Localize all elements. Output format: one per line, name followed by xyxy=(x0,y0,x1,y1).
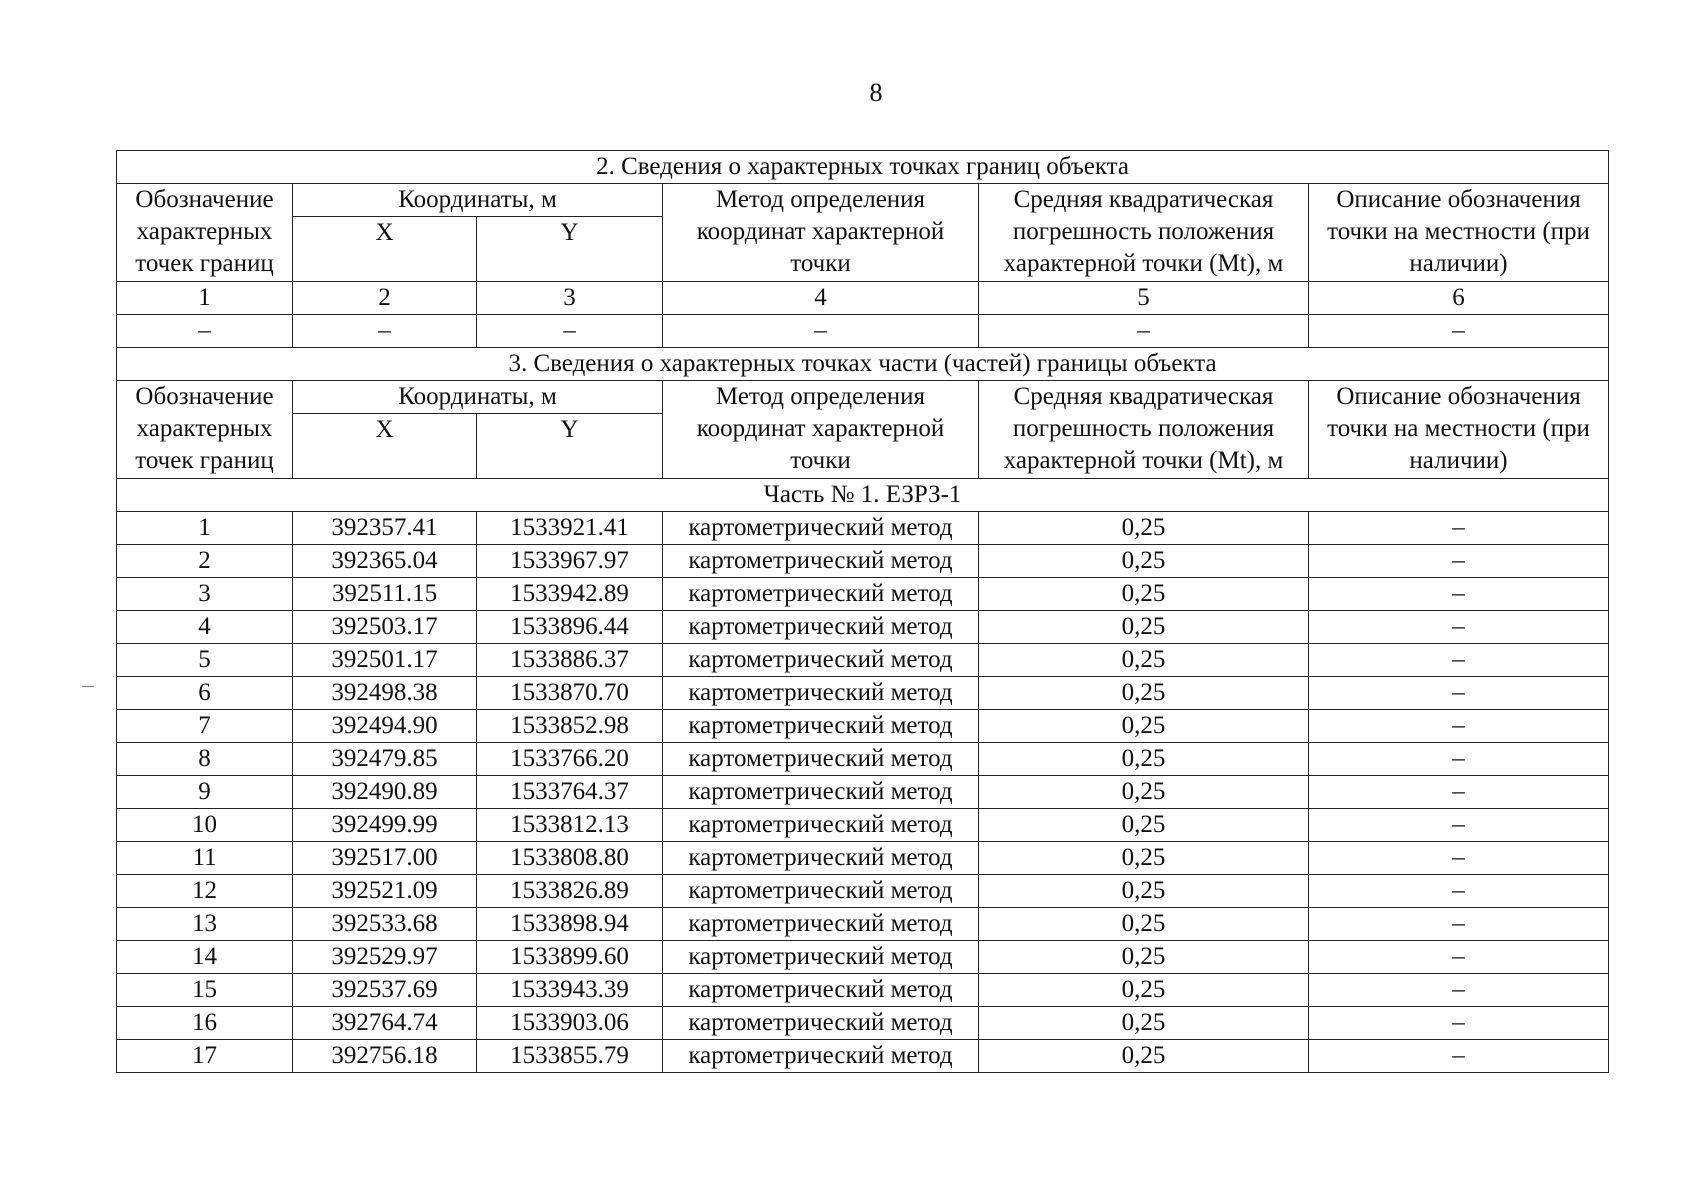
cell-method: картометрический метод xyxy=(663,908,979,941)
cell-point-number: 15 xyxy=(117,974,293,1007)
margin-mark xyxy=(82,686,94,687)
cell-description: – xyxy=(1309,1007,1609,1040)
table-row xyxy=(117,743,1609,776)
cell-coord-y: 1533899.60 xyxy=(477,941,663,974)
cell-point-number: 14 xyxy=(117,941,293,974)
empty-cell: – xyxy=(117,315,293,348)
cell-method: картометрический метод xyxy=(663,941,979,974)
cell-description: – xyxy=(1309,809,1609,842)
cell-method: картометрический метод xyxy=(663,611,979,644)
cell-method: картометрический метод xyxy=(663,677,979,710)
cell-point-number: 8 xyxy=(117,743,293,776)
table-row xyxy=(117,809,1609,842)
cell-coord-y: 1533826.89 xyxy=(477,875,663,908)
cell-method: картометрический метод xyxy=(663,578,979,611)
cell-mt-error: 0,25 xyxy=(979,776,1309,809)
section2-header-description: Описание обозначения точки на местности (при наличии) xyxy=(1309,184,1609,282)
cell-method: картометрический метод xyxy=(663,974,979,1007)
section2-title-row xyxy=(117,151,1609,184)
cell-coord-x: 392479.85 xyxy=(293,743,477,776)
cell-coord-x: 392511.15 xyxy=(293,578,477,611)
cell-point-number: 11 xyxy=(117,842,293,875)
cell-coord-x: 392756.18 xyxy=(293,1040,477,1073)
cell-coord-x: 392490.89 xyxy=(293,776,477,809)
cell-mt-error: 0,25 xyxy=(979,974,1309,1007)
cell-mt-error: 0,25 xyxy=(979,908,1309,941)
column-number: 3 xyxy=(477,282,663,315)
cell-coord-y: 1533943.39 xyxy=(477,974,663,1007)
table-row xyxy=(117,710,1609,743)
cell-coord-x: 392529.97 xyxy=(293,941,477,974)
cell-point-number: 6 xyxy=(117,677,293,710)
section2-header-method: Метод определения координат характерной точки xyxy=(663,184,979,282)
empty-cell: – xyxy=(477,315,663,348)
table-row xyxy=(117,776,1609,809)
empty-cell: – xyxy=(293,315,477,348)
cell-method: картометрический метод xyxy=(663,809,979,842)
part-label: Часть № 1. ЕЗРЗ-1 xyxy=(117,479,1609,512)
cell-mt-error: 0,25 xyxy=(979,743,1309,776)
cell-description: – xyxy=(1309,776,1609,809)
section2-column-numbers-row xyxy=(117,282,1609,315)
column-number: 2 xyxy=(293,282,477,315)
cell-description: – xyxy=(1309,611,1609,644)
cell-coord-x: 392365.04 xyxy=(293,545,477,578)
cell-description: – xyxy=(1309,578,1609,611)
cell-mt-error: 0,25 xyxy=(979,545,1309,578)
cell-method: картометрический метод xyxy=(663,776,979,809)
cell-coord-x: 392357.41 xyxy=(293,512,477,545)
cell-method: картометрический метод xyxy=(663,1040,979,1073)
cell-description: – xyxy=(1309,710,1609,743)
cell-description: – xyxy=(1309,512,1609,545)
cell-method: картометрический метод xyxy=(663,743,979,776)
cell-point-number: 12 xyxy=(117,875,293,908)
cell-mt-error: 0,25 xyxy=(979,512,1309,545)
cell-coord-y: 1533886.37 xyxy=(477,644,663,677)
cell-point-number: 9 xyxy=(117,776,293,809)
section3-title-row xyxy=(117,348,1609,381)
cell-coord-y: 1533764.37 xyxy=(477,776,663,809)
section3-header-coordinates: Координаты, м xyxy=(293,381,663,414)
table-row xyxy=(117,512,1609,545)
cell-method: картометрический метод xyxy=(663,1007,979,1040)
cell-coord-y: 1533870.70 xyxy=(477,677,663,710)
table-row xyxy=(117,1040,1609,1073)
cell-point-number: 13 xyxy=(117,908,293,941)
empty-cell: – xyxy=(979,315,1309,348)
cell-method: картометрический метод xyxy=(663,710,979,743)
section3-header-y: Y xyxy=(477,414,663,479)
empty-cell: – xyxy=(1309,315,1609,348)
cell-coord-x: 392503.17 xyxy=(293,611,477,644)
section2-title: 2. Сведения о характерных точках границ объекта xyxy=(117,151,1609,184)
cell-coord-x: 392501.17 xyxy=(293,644,477,677)
cell-mt-error: 0,25 xyxy=(979,875,1309,908)
cell-coord-x: 392533.68 xyxy=(293,908,477,941)
cell-mt-error: 0,25 xyxy=(979,677,1309,710)
cell-description: – xyxy=(1309,908,1609,941)
cell-mt-error: 0,25 xyxy=(979,1007,1309,1040)
cell-coord-x: 392517.00 xyxy=(293,842,477,875)
table-row xyxy=(117,875,1609,908)
cell-coord-y: 1533812.13 xyxy=(477,809,663,842)
cell-mt-error: 0,25 xyxy=(979,809,1309,842)
cell-method: картометрический метод xyxy=(663,512,979,545)
cell-coord-x: 392498.38 xyxy=(293,677,477,710)
section3-header-x: X xyxy=(293,414,477,479)
cell-description: – xyxy=(1309,644,1609,677)
cell-method: картометрический метод xyxy=(663,545,979,578)
cell-point-number: 5 xyxy=(117,644,293,677)
cell-coord-y: 1533852.98 xyxy=(477,710,663,743)
cell-coord-x: 392764.74 xyxy=(293,1007,477,1040)
empty-cell: – xyxy=(663,315,979,348)
page-number: 8 xyxy=(869,78,883,107)
cell-description: – xyxy=(1309,875,1609,908)
cell-mt-error: 0,25 xyxy=(979,842,1309,875)
cell-method: картометрический метод xyxy=(663,875,979,908)
table-row xyxy=(117,941,1609,974)
cell-description: – xyxy=(1309,545,1609,578)
cell-coord-y: 1533896.44 xyxy=(477,611,663,644)
table-row xyxy=(117,578,1609,611)
table-row xyxy=(117,611,1609,644)
cell-coord-y: 1533967.97 xyxy=(477,545,663,578)
section2-empty-row xyxy=(117,315,1609,348)
column-number: 5 xyxy=(979,282,1309,315)
section2-header-error: Средняя квадратическая погрешность положения характерной точки (Mt), м xyxy=(979,184,1309,282)
cell-description: – xyxy=(1309,677,1609,710)
cell-coord-x: 392537.69 xyxy=(293,974,477,1007)
cell-description: – xyxy=(1309,974,1609,1007)
cell-description: – xyxy=(1309,1040,1609,1073)
section2-header-y: Y xyxy=(477,217,663,282)
cell-point-number: 1 xyxy=(117,512,293,545)
cell-coord-x: 392494.90 xyxy=(293,710,477,743)
cell-point-number: 3 xyxy=(117,578,293,611)
section3-header-row-1 xyxy=(117,381,1609,414)
cell-coord-y: 1533855.79 xyxy=(477,1040,663,1073)
section3-title: 3. Сведения о характерных точках части (частей) границы объекта xyxy=(117,348,1609,381)
cell-point-number: 2 xyxy=(117,545,293,578)
cell-mt-error: 0,25 xyxy=(979,1040,1309,1073)
section2-header-row-1 xyxy=(117,184,1609,217)
cell-point-number: 4 xyxy=(117,611,293,644)
cell-coord-y: 1533921.41 xyxy=(477,512,663,545)
section2-header-designation: Обозначение характерных точек границ xyxy=(117,184,293,282)
cell-description: – xyxy=(1309,842,1609,875)
cell-coord-y: 1533808.80 xyxy=(477,842,663,875)
section2-header-coordinates: Координаты, м xyxy=(293,184,663,217)
cell-coord-x: 392521.09 xyxy=(293,875,477,908)
table-row xyxy=(117,974,1609,1007)
cell-mt-error: 0,25 xyxy=(979,644,1309,677)
table-row xyxy=(117,1007,1609,1040)
cell-point-number: 10 xyxy=(117,809,293,842)
cell-mt-error: 0,25 xyxy=(979,578,1309,611)
cell-coord-y: 1533766.20 xyxy=(477,743,663,776)
part-label-row xyxy=(117,479,1609,512)
table-row xyxy=(117,644,1609,677)
cell-point-number: 16 xyxy=(117,1007,293,1040)
cell-mt-error: 0,25 xyxy=(979,941,1309,974)
cell-method: картометрический метод xyxy=(663,842,979,875)
cell-coord-x: 392499.99 xyxy=(293,809,477,842)
boundary-points-table xyxy=(116,150,1609,1073)
section3-header-error: Средняя квадратическая погрешность положения характерной точки (Mt), м xyxy=(979,381,1309,479)
cell-mt-error: 0,25 xyxy=(979,611,1309,644)
cell-description: – xyxy=(1309,941,1609,974)
cell-coord-y: 1533942.89 xyxy=(477,578,663,611)
cell-method: картометрический метод xyxy=(663,644,979,677)
cell-description: – xyxy=(1309,743,1609,776)
table-row xyxy=(117,842,1609,875)
cell-coord-y: 1533898.94 xyxy=(477,908,663,941)
table-row xyxy=(117,677,1609,710)
column-number: 1 xyxy=(117,282,293,315)
section3-header-description: Описание обозначения точки на местности (при наличии) xyxy=(1309,381,1609,479)
column-number: 6 xyxy=(1309,282,1609,315)
cell-point-number: 7 xyxy=(117,710,293,743)
column-number: 4 xyxy=(663,282,979,315)
cell-mt-error: 0,25 xyxy=(979,710,1309,743)
section3-header-designation: Обозначение характерных точек границ xyxy=(117,381,293,479)
cell-coord-y: 1533903.06 xyxy=(477,1007,663,1040)
section2-header-x: X xyxy=(293,217,477,282)
cell-point-number: 17 xyxy=(117,1040,293,1073)
table-row xyxy=(117,908,1609,941)
table-row xyxy=(117,545,1609,578)
table-body xyxy=(117,151,1609,1073)
section3-header-method: Метод определения координат характерной точки xyxy=(663,381,979,479)
